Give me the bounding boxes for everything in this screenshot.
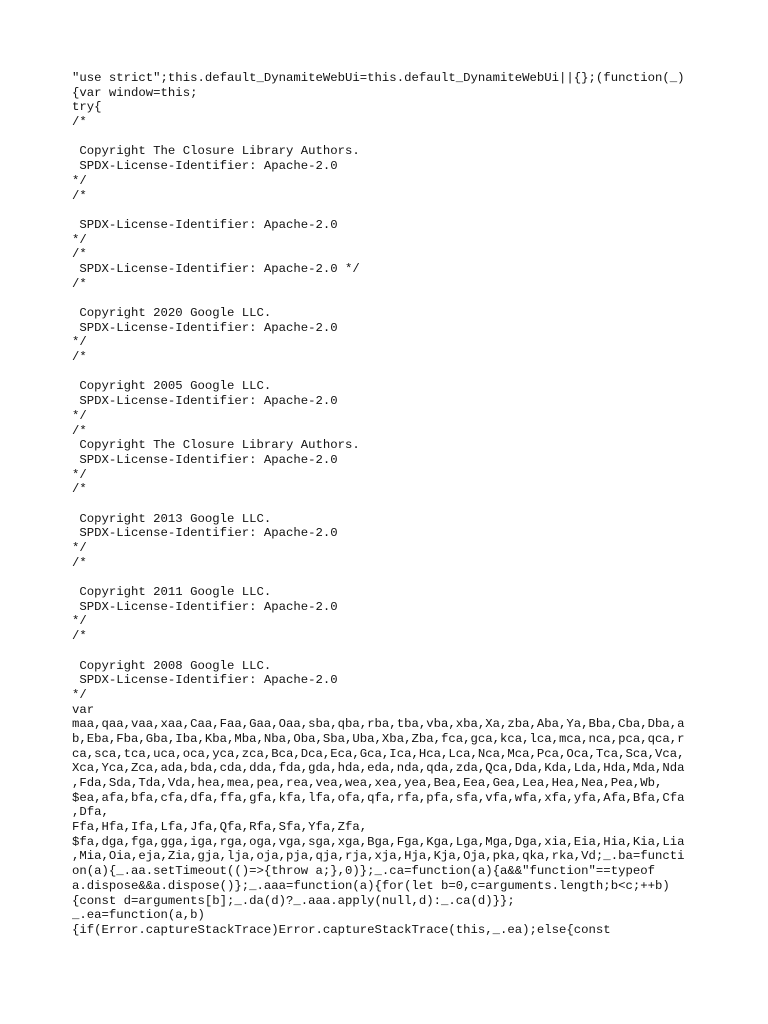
code-line: {var window=this;	[72, 85, 198, 100]
code-line: var	[72, 702, 95, 717]
code-line: maa,qaa,vaa,xaa,Caa,Faa,Gaa,Oaa,sba,qba,rba,tba,vba,xba,Xa,zba,Aba,Ya,Bba,Cba,Dba,a	[72, 717, 685, 732]
code-line: SPDX-License-Identifier: Apache-2.0	[72, 526, 338, 541]
code-line: */	[72, 687, 87, 702]
code-line: Xca,Yca,Zca,ada,bda,cda,dda,fda,gda,hda,eda,nda,qda,zda,Qca,Dda,Kda,Lda,Hda,Mda,Nda	[72, 761, 685, 776]
code-line	[72, 497, 702, 512]
code-line: */	[72, 614, 87, 629]
code-line: ,Mia,Oia,eja,Zia,gja,lja,oja,pja,qja,rja,xja,Hja,Kja,Oja,pka,qka,rka,Vd;_.ba=functi	[72, 849, 685, 864]
code-line: $fa,dga,fga,gga,iga,rga,oga,vga,sga,xga,Bga,Fga,Kga,Lga,Mga,Dga,xia,Eia,Hia,Kia,Lia	[72, 834, 685, 849]
code-line	[72, 644, 702, 659]
code-line: SPDX-License-Identifier: Apache-2.0	[72, 217, 338, 232]
code-line: Copyright 2013 Google LLC.	[72, 511, 272, 526]
code-line	[72, 203, 702, 218]
code-line: Copyright 2011 Google LLC.	[72, 585, 272, 600]
code-line: "use strict";this.default_DynamiteWebUi=this.default_DynamiteWebUi||{};(function(_)	[72, 71, 685, 85]
code-line: ,Dfa,	[72, 805, 109, 820]
code-line: */	[72, 541, 87, 555]
code-document	[72, 71, 702, 938]
code-line: /*	[72, 555, 87, 570]
code-line	[72, 130, 702, 145]
code-line: Copyright 2008 Google LLC.	[72, 658, 272, 673]
code-line: /*	[72, 188, 87, 203]
code-line	[72, 570, 702, 585]
code-line: Copyright 2020 Google LLC.	[72, 306, 272, 320]
code-line: {const d=arguments[b];_.da(d)?_.aaa.apply(null,d):_.ca(d)}};	[72, 893, 515, 908]
code-line: /*	[72, 350, 87, 365]
code-line: /*	[72, 115, 87, 130]
code-line: */	[72, 232, 87, 247]
code-line: /*	[72, 276, 87, 291]
code-line: {if(Error.captureStackTrace)Error.captureStackTrace(this,_.ea);else{const	[72, 922, 611, 937]
code-line: */	[72, 467, 87, 482]
code-line: SPDX-License-Identifier: Apache-2.0	[72, 673, 338, 688]
code-line: SPDX-License-Identifier: Apache-2.0	[72, 452, 338, 467]
code-line: b,Eba,Fba,Gba,Iba,Kba,Mba,Nba,Oba,Sba,Uba,Xba,Zba,fca,gca,kca,lca,mca,nca,pca,qca,r	[72, 731, 685, 746]
code-line: /*	[72, 482, 87, 497]
code-line: on(a){_.aa.setTimeout(()=>{throw a;},0)};_.ca=function(a){a&&"function"==typeof	[72, 864, 655, 879]
code-line: /*	[72, 629, 87, 644]
code-line: try{	[72, 100, 102, 115]
code-line: Copyright 2005 Google LLC.	[72, 379, 272, 394]
code-line	[72, 291, 702, 306]
code-line: */	[72, 408, 87, 423]
code-line: ca,sca,tca,uca,oca,yca,zca,Bca,Dca,Eca,Gca,Ica,Hca,Lca,Nca,Mca,Pca,Oca,Tca,Sca,Vca,	[72, 746, 685, 761]
code-line: Copyright The Closure Library Authors.	[72, 438, 360, 453]
code-line: SPDX-License-Identifier: Apache-2.0	[72, 320, 338, 335]
code-line: /*	[72, 423, 87, 438]
code-line	[72, 365, 702, 380]
code-line: */	[72, 335, 87, 350]
code-line: SPDX-License-Identifier: Apache-2.0 */	[72, 261, 360, 276]
code-line: ,Fda,Sda,Tda,Vda,hea,mea,pea,rea,vea,wea,xea,yea,Bea,Eea,Gea,Lea,Hea,Nea,Pea,Wb,	[72, 776, 663, 790]
code-line: /*	[72, 247, 87, 262]
code-line: Ffa,Hfa,Ifa,Lfa,Jfa,Qfa,Rfa,Sfa,Yfa,Zfa,	[72, 820, 368, 835]
code-line: */	[72, 173, 87, 188]
code-line: Copyright The Closure Library Authors.	[72, 144, 360, 159]
code-line: SPDX-License-Identifier: Apache-2.0	[72, 394, 338, 409]
code-line: a.dispose&&a.dispose()};_.aaa=function(a){for(let b=0,c=arguments.length;b<c;++b)	[72, 878, 670, 893]
code-line: _.ea=function(a,b)	[72, 908, 205, 923]
code-line: SPDX-License-Identifier: Apache-2.0	[72, 159, 338, 174]
code-line: $ea,afa,bfa,cfa,dfa,ffa,gfa,kfa,lfa,ofa,qfa,rfa,pfa,sfa,vfa,wfa,xfa,yfa,Afa,Bfa,Cfa	[72, 790, 685, 805]
code-line: SPDX-License-Identifier: Apache-2.0	[72, 599, 338, 614]
